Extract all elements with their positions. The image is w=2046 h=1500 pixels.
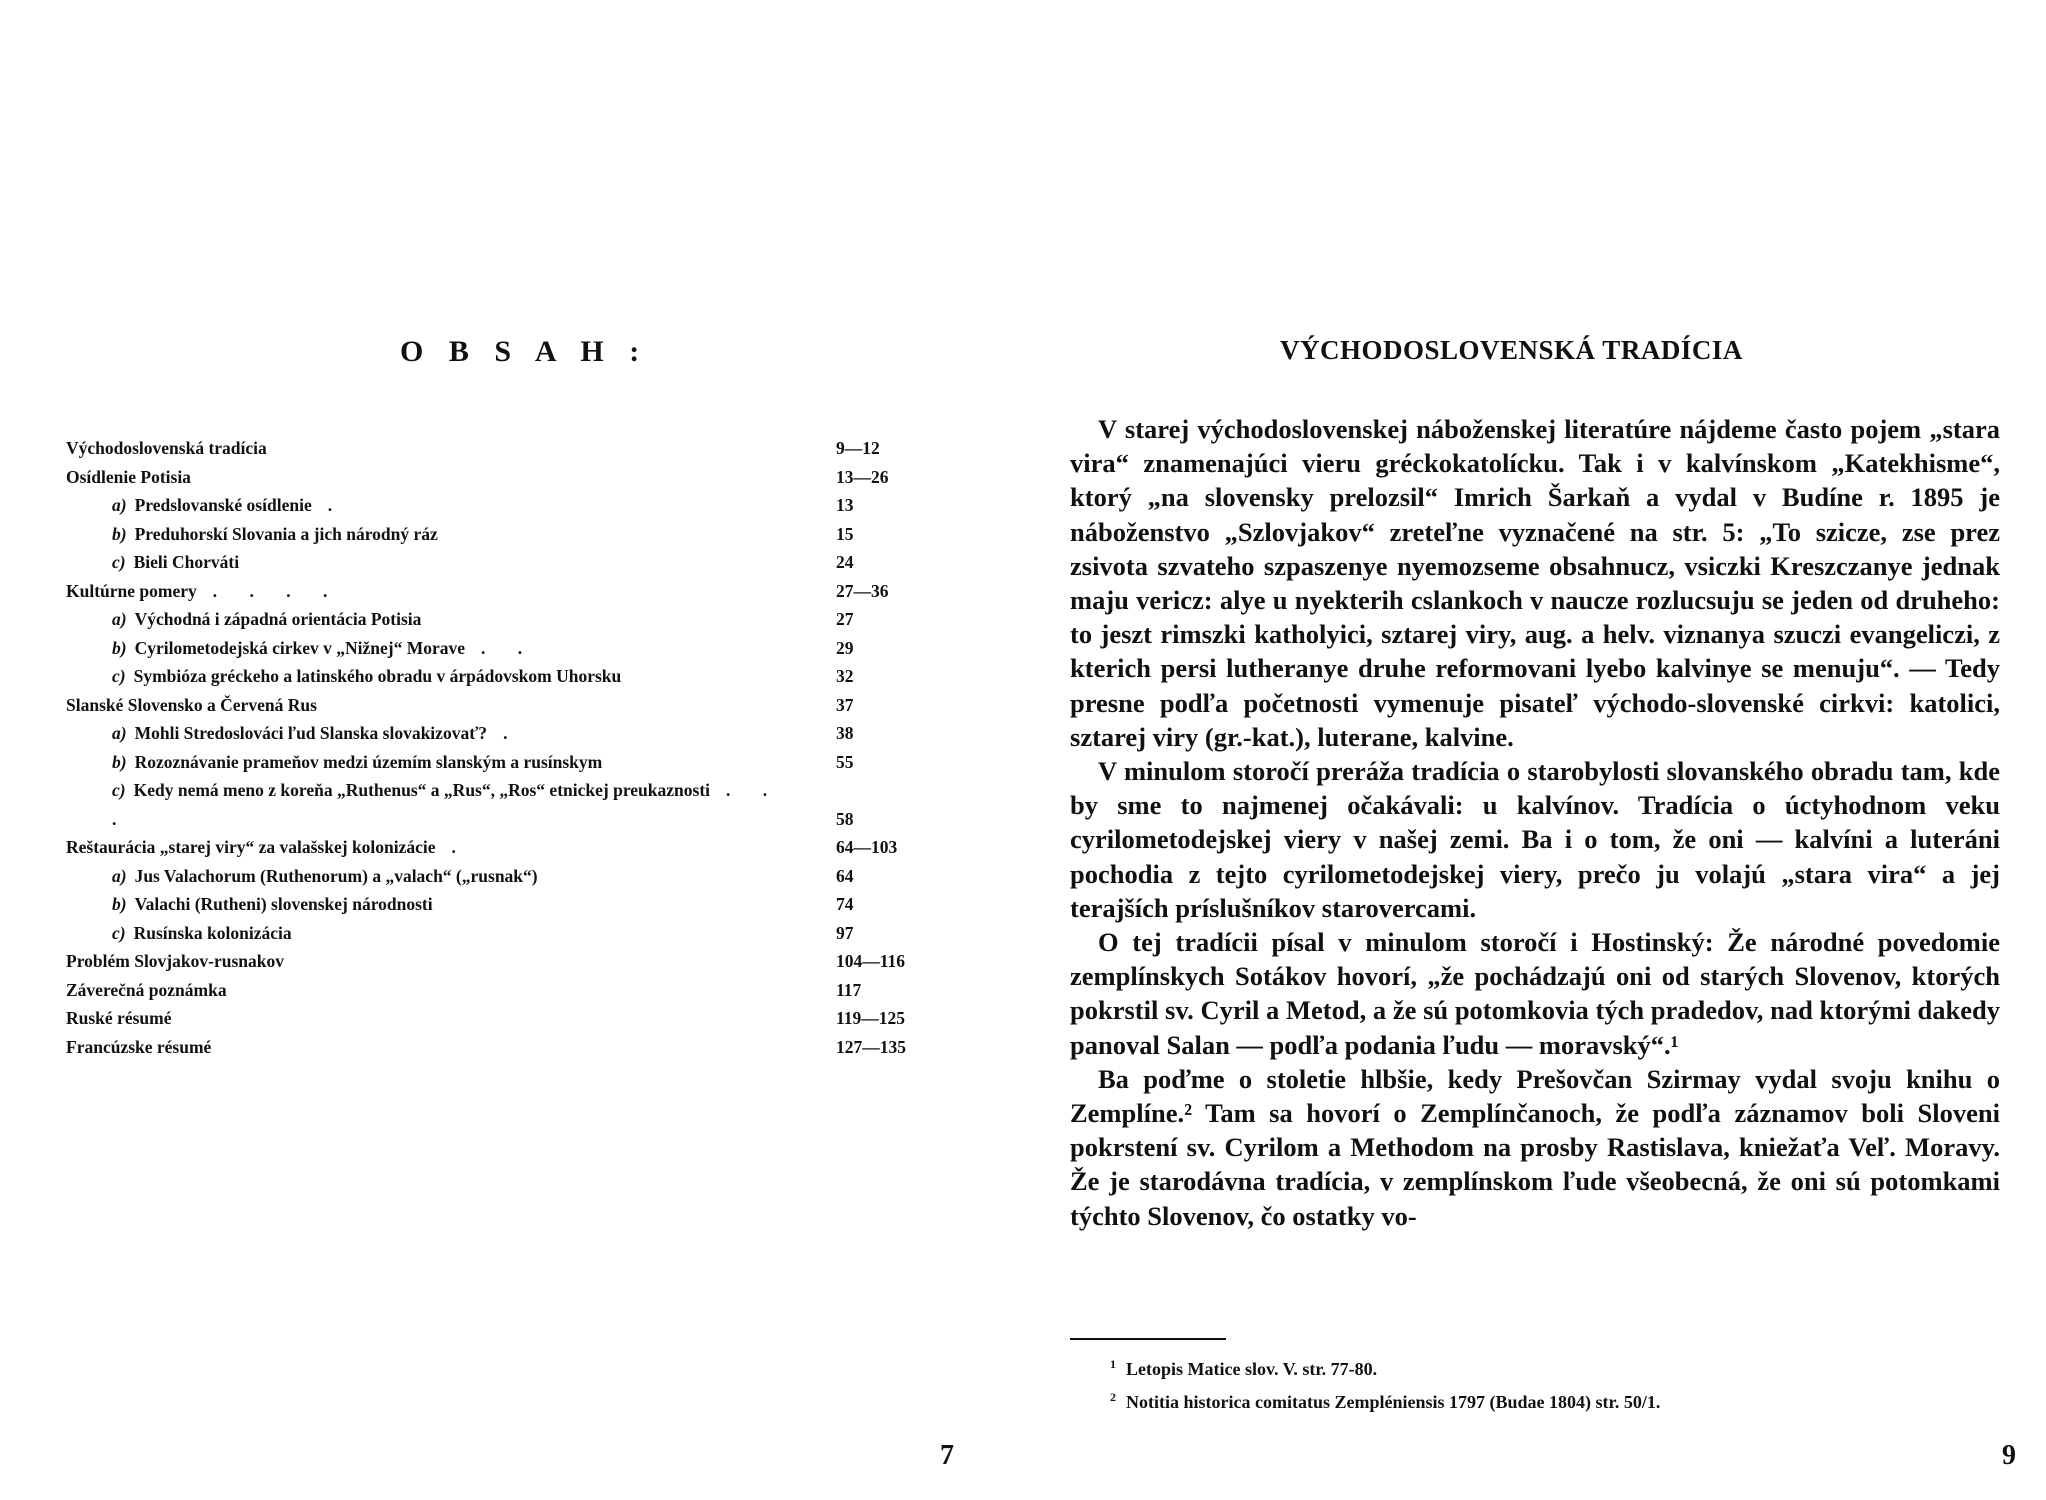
- toc-entry-page: 55: [836, 751, 854, 772]
- toc-entry-page: 64—103: [836, 837, 898, 857]
- toc-entry: [66, 719, 926, 748]
- toc-entry-text: Cyrilometodejská cirkev v „Nižnej“ Morave: [134, 637, 466, 658]
- toc-entry-letter: b): [112, 637, 127, 658]
- toc-entry-letter: b): [112, 751, 127, 772]
- footnote-mark: 1: [1110, 1357, 1116, 1371]
- toc-entry-page: 24: [836, 552, 854, 572]
- toc-entry-text: Francúzske résumé: [66, 1036, 212, 1057]
- body-paragraph: V starej východoslovenskej náboženskej literatúre nájdeme často pojem „stara vira“ znamenajúci vieru gréckokatolícku. Tak i v kalvínskom „Katekhisme“, ktorý „na slovensky prelozsil“ Imrich Šarkaň a vydal v Budíne r. 1895 je náboženstvo „Szlovjakov“ zreteľne vyznačené na str. 5: „To szicze, zse prez zsivota szvateho szpaszenye nyemozseme obsahnucz, vsiczki Kreszczanye jednak maju vericz: alye u nyekterih cslankoch v naucze rozlucsuju se jeden od druheho: to jeszt rimszki katholyici, sztarej viry, aug. a helv. viznanya szuczi evangeliczi, z kterich persi lutheranye druhe reformovani lyebo kalvinye se menuju“. — Tedy presne podľa početnosti vymenuje pisateľ východo-slovenské cirkvi: katolici, sztarej viry (gr.-kat.), luterane, kalvine.: [1070, 414, 2000, 752]
- toc-entry-page: 29: [836, 637, 854, 658]
- toc-entry: [66, 748, 926, 777]
- toc-entry-page: 104—116: [836, 951, 906, 971]
- toc-entry-page: 13—26: [836, 466, 889, 487]
- toc-leader-dots: . . .: [112, 780, 782, 829]
- toc-entry-text: Preduhorskí Slovania a jich národný ráz: [134, 523, 438, 544]
- toc-entry-page: 127—135: [836, 1036, 906, 1057]
- toc-entry: [66, 976, 926, 1005]
- toc-entry: [66, 662, 926, 691]
- toc-leader-dots: . . . .: [212, 580, 342, 601]
- toc-entry-label: [112, 752, 602, 772]
- toc-entry: [66, 634, 926, 663]
- toc-entry-label: [112, 923, 292, 943]
- toc-entry-text: Slanské Slovensko a Červená Rus: [66, 694, 317, 715]
- toc-entry-text: Osídlenie Potisia: [66, 466, 191, 487]
- toc-entry-page: 38: [836, 723, 854, 743]
- toc-entry-letter: c): [112, 780, 126, 800]
- body-paragraph: Ba poďme o stoletie hlbšie, kedy Prešovčan Szirmay vydal svoju knihu o Zemplíne.² Tam sa hovorí o Zemplínčanoch, že podľa záznamov boli Sloveni pokrstení sv. Cyrilom a Methodom na prosby Rastislava, kniežaťa Veľ. Moravy. Že je starodávna tradícia, v zemplínskom ľude všeobecná, že oni sú potomkami týchto Slovenov, čo ostatky vo-: [1070, 1063, 2000, 1231]
- toc-entry-text: Rozoznávanie prameňov medzi územím slanským a rusínskym: [134, 751, 603, 772]
- toc-entry-label: [112, 609, 421, 629]
- toc-entry-label: [112, 524, 438, 544]
- table-of-contents: [66, 434, 926, 1061]
- toc-entry-page: 13: [836, 495, 854, 515]
- toc-entry-letter: a): [112, 495, 127, 515]
- toc-entry-page: 97: [836, 922, 854, 943]
- toc-entry-text: Mohli Stredoslováci ľud Slanska slovakizovať?: [134, 723, 488, 743]
- toc-entry-page: 117: [836, 979, 862, 1000]
- toc-entry-label: [66, 581, 341, 601]
- toc-entry-text: Kedy nemá meno z koreňa „Ruthenus“ a „Rus“, „Ros“ etnickej preukaznosti: [133, 780, 711, 800]
- toc-entry-text: Jus Valachorum (Ruthenorum) a „valach“ („rusnak“): [134, 865, 538, 886]
- toc-entry-label: [112, 638, 536, 658]
- footnote: [1110, 1350, 1990, 1383]
- toc-entry-page: 64: [836, 865, 854, 886]
- toc-entry-text: Bieli Chorváti: [133, 552, 240, 572]
- toc-entry-label: [66, 951, 284, 971]
- toc-entry: [66, 463, 926, 492]
- toc-entry-text: Problém Slovjakov-rusnakov: [66, 951, 284, 971]
- toc-entry: [66, 577, 926, 606]
- toc-entry-label: [112, 495, 346, 515]
- toc-entry-page: 74: [836, 894, 854, 914]
- toc-entry: [66, 890, 926, 919]
- toc-entry-label: [66, 837, 470, 857]
- footnote-divider: [1070, 1338, 1226, 1340]
- toc-entry-text: Ruské résumé: [66, 1008, 172, 1028]
- toc-entry-page: 32: [836, 666, 854, 686]
- toc-leader-dots: .: [327, 495, 347, 515]
- toc-entry-text: Rusínska kolonizácia: [133, 922, 292, 943]
- footnote-mark: 2: [1110, 1390, 1116, 1404]
- toc-entry-page: 27: [836, 609, 854, 629]
- toc-entry-page: 15: [836, 523, 854, 544]
- footnotes: [1110, 1350, 1990, 1416]
- toc-entry-label: [112, 552, 239, 572]
- toc-entry: [66, 947, 926, 976]
- toc-entry-letter: c): [112, 552, 126, 572]
- toc-entry-page: 27—36: [836, 580, 889, 601]
- toc-entry: [66, 491, 926, 520]
- toc-entry-label: [112, 866, 538, 886]
- toc-entry: [66, 862, 926, 891]
- toc-entry-letter: b): [112, 523, 127, 544]
- chapter-title: VÝCHODOSLOVENSKÁ TRADÍCIA: [1280, 335, 1743, 365]
- toc-entry-label: [66, 1037, 211, 1057]
- toc-entry-letter: a): [112, 609, 127, 629]
- toc-entry-label: [66, 467, 191, 487]
- toc-entry-page: 37: [836, 694, 854, 715]
- toc-entry-page: 9—12: [836, 438, 880, 458]
- toc-entry-letter: a): [112, 723, 127, 743]
- toc-entry: [66, 548, 926, 577]
- toc-entry-label: [66, 438, 267, 458]
- toc-entry-label: [66, 1008, 171, 1028]
- toc-entry-page: 58: [836, 808, 854, 829]
- toc-entry-label: [112, 666, 621, 686]
- toc-leader-dots: . .: [481, 637, 537, 658]
- toc-entry-text: Predslovanské osídlenie: [134, 495, 312, 515]
- toc-entry-text: Symbióza gréckeho a latinského obradu v árpádovskom Uhorsku: [133, 666, 622, 686]
- right-page: [1040, 0, 2046, 1500]
- footnote-text: Notitia historica comitatus Zempléniensis 1797 (Budae 1804) str. 50/1.: [1126, 1392, 1661, 1412]
- toc-entry-text: Valachi (Rutheni) slovenskej národnosti: [134, 894, 433, 914]
- toc-entry-letter: c): [112, 922, 126, 943]
- toc-entry-text: Východná i západná orientácia Potisia: [134, 609, 422, 629]
- toc-entry: [66, 919, 926, 948]
- toc-entry-text: Reštaurácia „starej viry“ za valašskej kolonizácie: [66, 837, 436, 857]
- toc-entry-text: Záverečná poznámka: [66, 979, 227, 1000]
- footnote-text: Letopis Matice slov. V. str. 77-80.: [1126, 1359, 1378, 1379]
- toc-entry: [66, 605, 926, 634]
- toc-entry-letter: a): [112, 865, 127, 886]
- body-paragraph: O tej tradícii písal v minulom storočí i Hostinský: Že národné povedomie zemplínskych Sotákov hovorí, „že pochádzajú oni od starých Slovenov, ktorých pokrstil sv. Cyril a Metod, a že sú potomkovia tých pradedov, nad ktorými dakedy panoval Salan — podľa podania ľudu — moravský“.¹: [1070, 927, 2000, 1060]
- toc-entry-label: [112, 723, 521, 743]
- toc-leader-dots: .: [503, 723, 522, 743]
- toc-entry: [66, 434, 926, 463]
- toc-entry-label: [66, 980, 227, 1000]
- toc-entry-label: [112, 776, 802, 833]
- toc-entry-page: 119—125: [836, 1008, 906, 1028]
- toc-title: O B S A H :: [400, 335, 649, 368]
- toc-entry: [66, 776, 926, 833]
- left-page: [0, 0, 1000, 1500]
- toc-entry: [66, 1033, 926, 1062]
- page-number-left: 7: [940, 1440, 954, 1471]
- toc-entry: [66, 833, 926, 862]
- toc-entry-letter: b): [112, 894, 127, 914]
- page-number-right: 9: [2002, 1440, 2016, 1471]
- footnote: [1110, 1383, 1990, 1416]
- toc-entry: [66, 520, 926, 549]
- toc-entry-text: Východoslovenská tradícia: [66, 438, 267, 458]
- toc-entry: [66, 1004, 926, 1033]
- body-paragraph: V minulom storočí preráža tradícia o starobylosti slovanského obradu tam, kde by sme to najmenej očakávali: u kalvínov. Tradícia o úctyhodnom veku cyrilometodejskej viery v našej zemi. Ba i o tom, že oni — kalvíni a luteráni pochodia z tejto cyrilometodejskej viery, prečo ju volajú „stara vira“ a jej terajších príslušníkov starovercami.: [1070, 756, 2000, 923]
- chapter-body: [1070, 412, 2000, 1233]
- toc-entry-text: Kultúrne pomery: [66, 580, 197, 601]
- toc-entry-label: [112, 894, 433, 914]
- toc-entry: [66, 691, 926, 720]
- toc-entry-label: [66, 695, 317, 715]
- toc-entry-letter: c): [112, 666, 126, 686]
- toc-leader-dots: .: [451, 837, 470, 857]
